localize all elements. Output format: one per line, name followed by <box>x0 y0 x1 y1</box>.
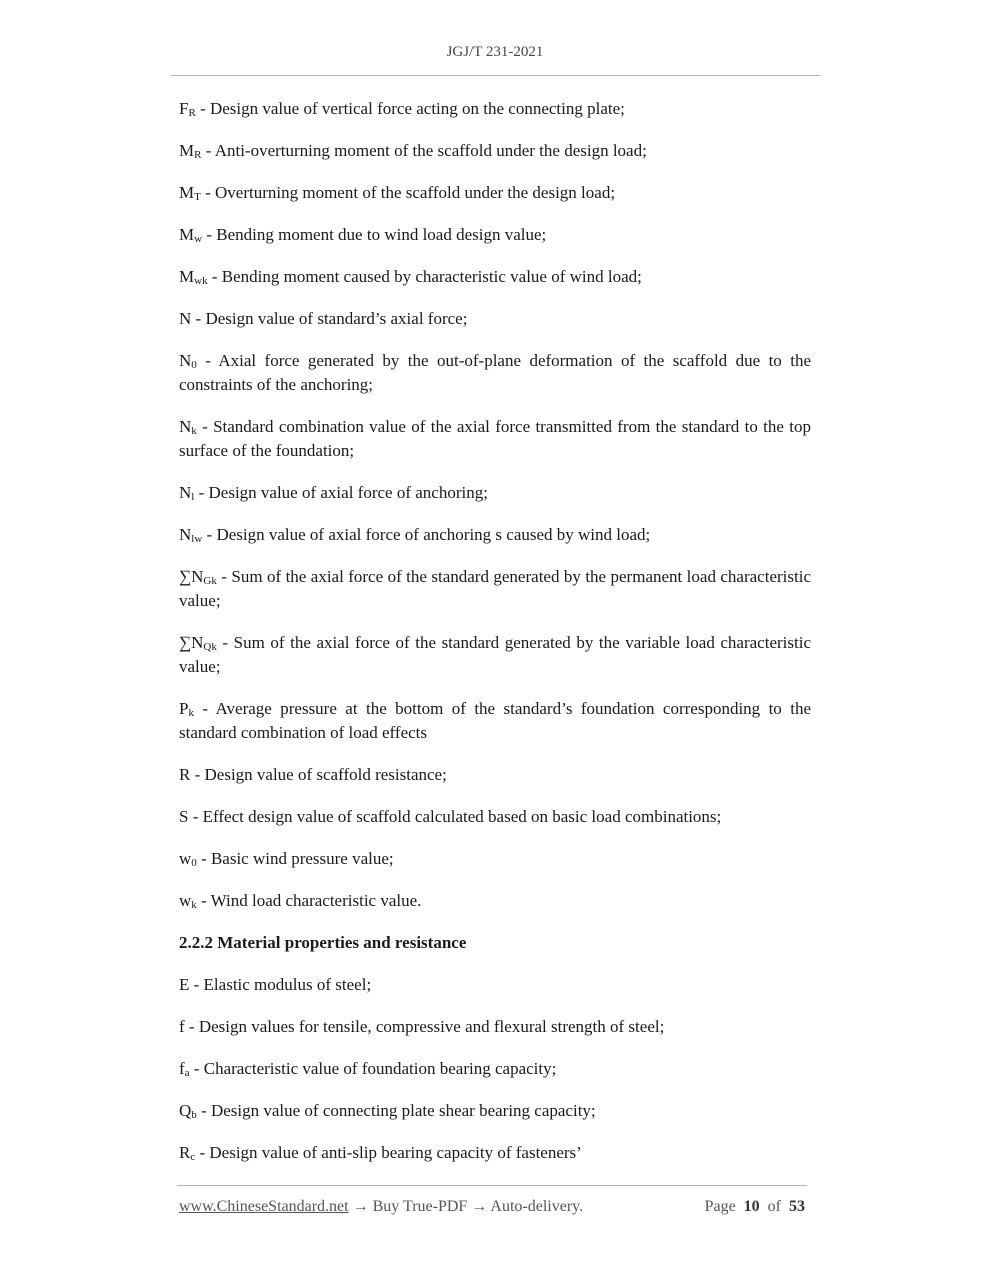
symbol: M <box>179 183 195 202</box>
symbol: N <box>179 309 192 328</box>
page-indicator <box>705 1198 805 1216</box>
symbol-subscript: wk <box>194 275 208 287</box>
symbol-subscript: c <box>190 1151 196 1163</box>
symbol-definition <box>179 805 811 829</box>
symbol-definition <box>179 139 811 163</box>
definition-text: - Design value of scaffold resistance; <box>190 765 447 784</box>
definition-text: - Bending moment caused by characteristic value of wind load; <box>207 267 642 286</box>
symbol: N <box>179 525 192 544</box>
symbol-definition <box>179 307 811 331</box>
symbol: M <box>179 141 195 160</box>
symbol: w <box>179 849 192 868</box>
symbol-definition <box>179 631 811 679</box>
definition-text: - Sum of the axial force of the standard generated by the variable load characteristic value; <box>179 633 811 676</box>
total-pages: 53 <box>789 1198 805 1215</box>
symbol-definition <box>179 973 811 997</box>
document-body <box>179 97 811 1183</box>
symbol: f <box>179 1017 185 1036</box>
definition-text: - Anti-overturning moment of the scaffold under the design load; <box>201 141 647 160</box>
symbol-definition <box>179 1057 811 1081</box>
symbol-definition <box>179 265 811 289</box>
symbol-definition <box>179 1141 811 1165</box>
definition-text: - Bending moment due to wind load design value; <box>202 225 547 244</box>
symbol-definition <box>179 481 811 505</box>
footer-divider <box>177 1185 807 1186</box>
symbol-definition <box>179 97 811 121</box>
arrow-icon: → <box>348 1198 373 1215</box>
symbol-subscript: b <box>191 1109 197 1121</box>
page-label: Page <box>704 1198 736 1215</box>
section-heading: 2.2.2 Material properties and resistance <box>179 933 467 952</box>
definition-text: - Basic wind pressure value; <box>196 849 394 868</box>
symbol-subscript: k <box>188 707 194 719</box>
definition-text: - Wind load characteristic value. <box>196 891 422 910</box>
page-number: 10 <box>743 1198 760 1215</box>
symbol-list-material-properties <box>179 973 811 1165</box>
symbol-subscript: w <box>194 233 203 245</box>
running-header: JGJ/T 231-2021 <box>446 44 544 60</box>
definition-text: - Design value of vertical force acting on the connecting plate; <box>195 99 625 118</box>
symbol-subscript: R <box>194 149 202 161</box>
symbol-definition <box>179 415 811 463</box>
definition-text: - Design value of axial force of anchoring; <box>194 483 488 502</box>
symbol: F <box>179 99 189 118</box>
symbol: N <box>179 417 192 436</box>
symbol: R <box>179 1143 191 1162</box>
symbol: P <box>179 699 189 718</box>
symbol: Q <box>179 1101 192 1120</box>
definition-text: - Design value of axial force of anchoring s caused by wind load; <box>202 525 651 544</box>
symbol-subscript: 0 <box>191 359 197 371</box>
symbol-definition <box>179 223 811 247</box>
symbol-subscript: Qk <box>203 641 217 653</box>
symbol-definition <box>179 847 811 871</box>
definition-text: - Design value of standard’s axial force; <box>191 309 468 328</box>
definition-text: - Average pressure at the bottom of the standard’s foundation corresponding to the standard combination of load effects <box>179 699 811 742</box>
symbol-definition <box>179 889 811 913</box>
symbol: f <box>179 1059 185 1078</box>
definition-text: - Elastic modulus of steel; <box>189 975 372 994</box>
symbol-definition <box>179 697 811 745</box>
definition-text: - Standard combination value of the axial force transmitted from the standard to the top surface of the foundation; <box>179 417 811 460</box>
header-divider <box>170 75 820 76</box>
symbol: M <box>179 225 195 244</box>
symbol-subscript: l <box>191 491 195 503</box>
definition-text: - Effect design value of scaffold calculated based on basic load combinations; <box>188 807 722 826</box>
delivery-text: Auto-delivery. <box>490 1198 584 1215</box>
symbol-definition <box>179 349 811 397</box>
arrow-icon: → <box>467 1198 491 1215</box>
symbol: N <box>179 351 192 370</box>
site-link[interactable]: www.ChineseStandard.net <box>179 1198 349 1215</box>
symbol-definition <box>179 1099 811 1123</box>
symbol-subscript: R <box>188 107 196 119</box>
symbol: N <box>179 483 192 502</box>
definition-text: - Design values for tensile, compressive and flexural strength of steel; <box>184 1017 665 1036</box>
symbol-subscript: 0 <box>191 857 197 869</box>
buy-text: Buy True-PDF <box>372 1198 468 1215</box>
symbol-subscript: k <box>191 899 197 911</box>
symbol: ∑N <box>179 567 204 586</box>
symbol-definition <box>179 1015 811 1039</box>
symbol: w <box>179 891 192 910</box>
of-label: of <box>767 1198 781 1215</box>
symbol-list-load-effects <box>179 97 811 913</box>
definition-text: - Characteristic value of foundation bearing capacity; <box>189 1059 557 1078</box>
symbol-definition <box>179 181 811 205</box>
symbol: ∑N <box>179 633 204 652</box>
symbol: S <box>179 807 189 826</box>
symbol: E <box>179 975 190 994</box>
symbol-definition <box>179 523 811 547</box>
symbol-subscript: lw <box>191 533 203 545</box>
definition-text: - Axial force generated by the out-of-plane deformation of the scaffold due to the constraints of the anchoring; <box>179 351 811 394</box>
symbol-subscript: k <box>191 425 197 437</box>
definition-text: - Overturning moment of the scaffold under the design load; <box>200 183 616 202</box>
symbol: M <box>179 267 195 286</box>
symbol-subscript: Gk <box>203 575 217 587</box>
symbol-definition <box>179 763 811 787</box>
symbol-definition <box>179 565 811 613</box>
symbol-subscript: T <box>194 191 201 203</box>
definition-text: - Design value of anti-slip bearing capacity of fasteners’ <box>195 1143 582 1162</box>
footer-promo <box>179 1198 583 1216</box>
symbol: R <box>179 765 191 784</box>
definition-text: - Sum of the axial force of the standard generated by the permanent load characteristic value; <box>179 567 811 610</box>
symbol-subscript: a <box>184 1067 190 1079</box>
definition-text: - Design value of connecting plate shear bearing capacity; <box>196 1101 596 1120</box>
